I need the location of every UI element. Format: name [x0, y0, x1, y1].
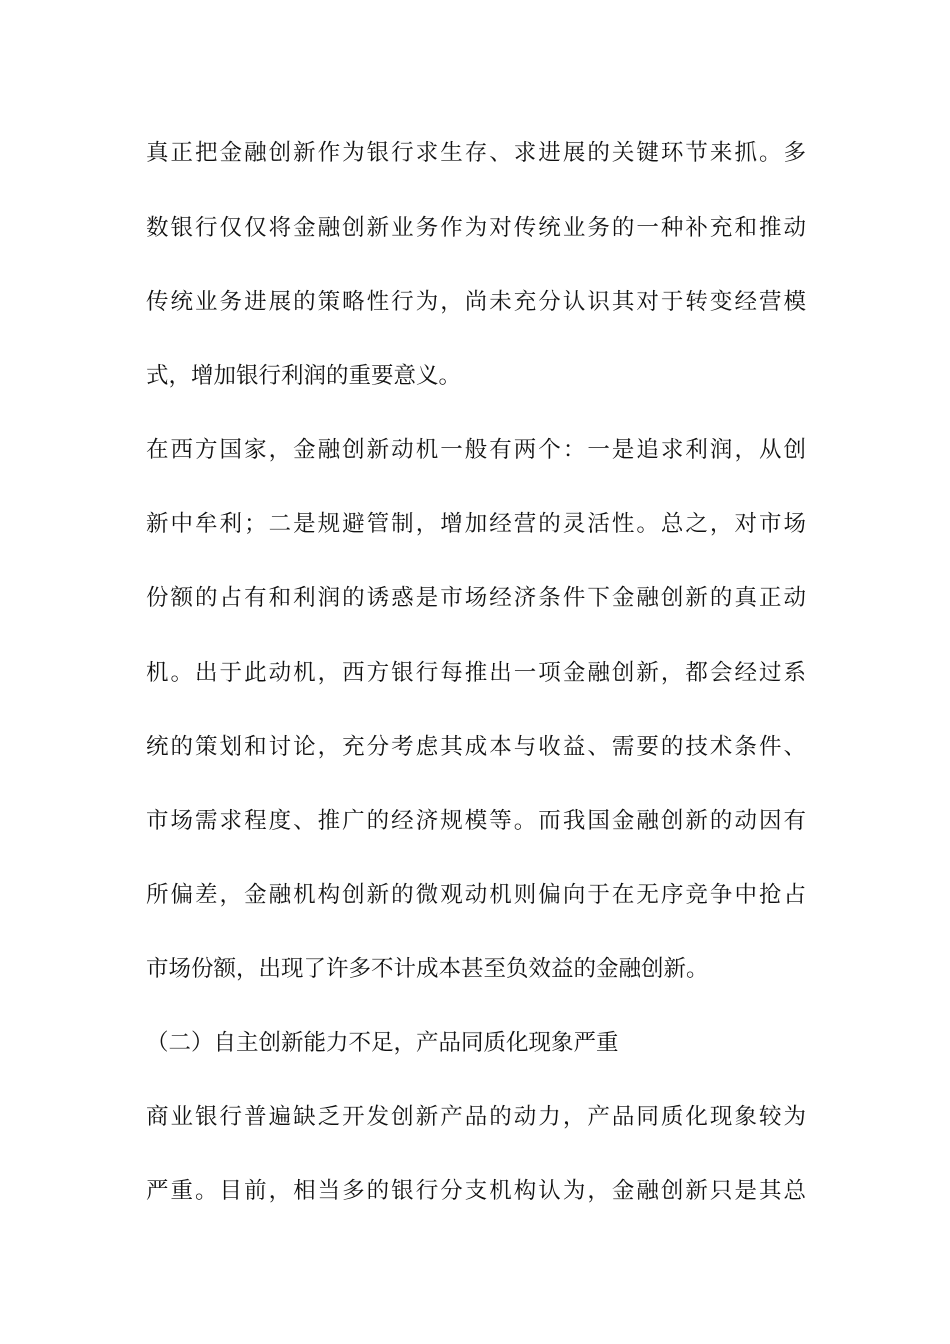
text-line: 数银行仅仅将金融创新业务作为对传统业务的一种补充和推动 [146, 215, 806, 241]
text-line: 机。出于此动机，西方银行每推出一项金融创新，都会经过系 [146, 660, 806, 686]
text-line: 严重。目前，相当多的银行分支机构认为，金融创新只是其总 [146, 1178, 806, 1204]
text-line: 商业银行普遍缺乏开发创新产品的动力，产品同质化现象较为 [146, 1104, 806, 1130]
text-line: 式，增加银行利润的重要意义。 [146, 363, 462, 389]
text-line: 在西方国家，金融创新动机一般有两个：一是追求利润，从创 [146, 437, 806, 463]
text-line: 市场份额，出现了许多不计成本甚至负效益的金融创新。 [146, 956, 709, 982]
text-line: 传统业务进展的策略性行为，尚未充分认识其对于转变经营模 [146, 289, 806, 315]
section-heading-text: （二）自主创新能力不足，产品同质化现象严重 [146, 1030, 619, 1056]
text-line: 所偏差，金融机构创新的微观动机则偏向于在无序竞争中抢占 [146, 882, 806, 908]
text-line: 真正把金融创新作为银行求生存、求进展的关键环节来抓。多 [146, 140, 806, 166]
text-line: 份额的占有和利润的诱惑是市场经济条件下金融创新的真正动 [146, 585, 806, 611]
text-line: 统的策划和讨论，充分考虑其成本与收益、需要的技术条件、 [146, 734, 806, 760]
text-line: 新中牟利；二是规避管制，增加经营的灵活性。总之，对市场 [146, 511, 806, 537]
text-line: 市场需求程度、推广的经济规模等。而我国金融创新的动因有 [146, 808, 806, 834]
